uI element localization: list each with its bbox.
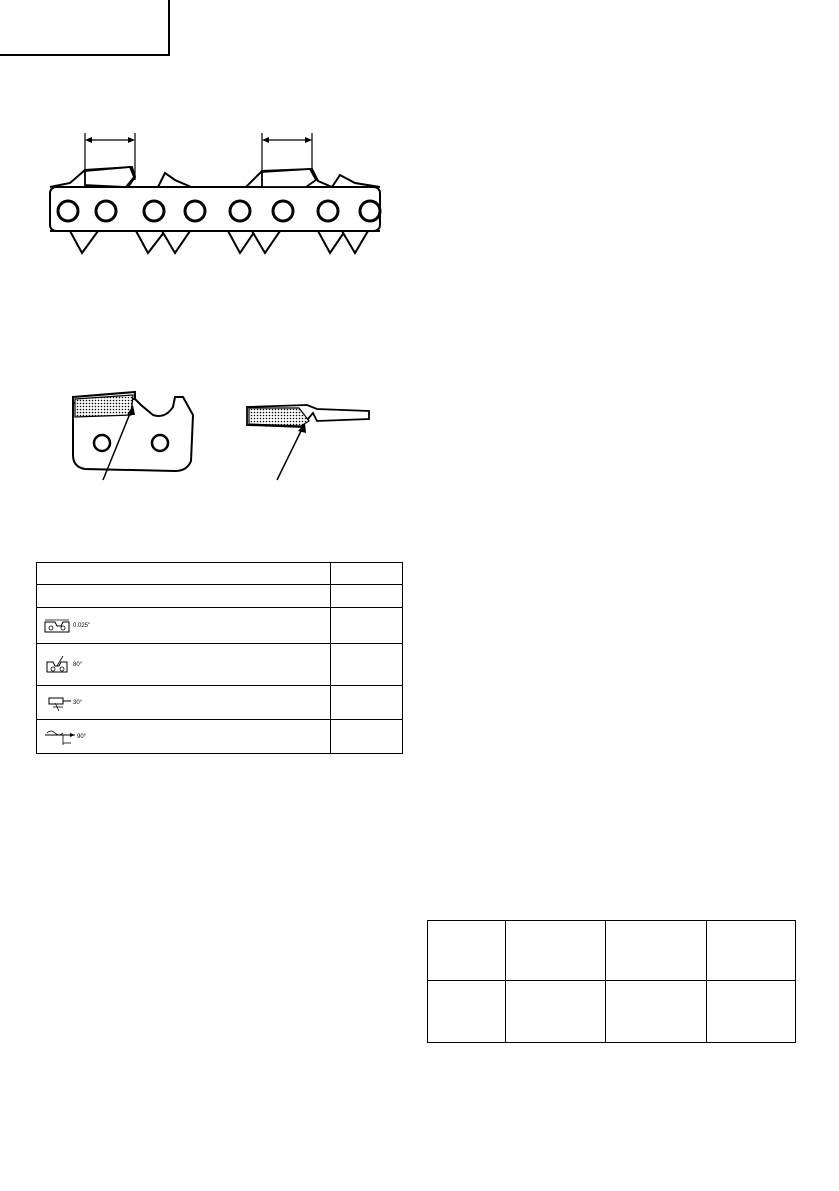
table-cell <box>331 720 403 754</box>
top-plate-angle-label: 80° <box>73 661 83 668</box>
top-plate-angle-icon <box>43 654 73 676</box>
table-cell <box>428 981 506 1043</box>
table-cell <box>37 563 331 585</box>
table-row <box>37 686 403 720</box>
file-size-table <box>427 920 796 1043</box>
filing-angle-label: 30° <box>73 699 83 706</box>
saw-chain-diagram <box>40 125 390 265</box>
angle-spec-table <box>36 562 403 754</box>
table-row <box>37 563 403 585</box>
depth-gauge-label: 0.025" <box>73 622 91 629</box>
table-header-cell <box>605 921 707 981</box>
table-cell <box>331 585 403 608</box>
table-cell <box>37 585 331 608</box>
corner-tab-box <box>0 0 170 56</box>
depth-gauge-icon <box>43 616 73 636</box>
table-cell <box>331 686 403 720</box>
cutter-tooth-diagram <box>55 375 395 490</box>
table-cell <box>331 644 403 686</box>
table-row <box>37 608 403 644</box>
table-row <box>37 585 403 608</box>
table-row <box>37 644 403 686</box>
table-row <box>428 921 796 981</box>
table-cell <box>331 608 403 644</box>
table-row <box>37 720 403 754</box>
table-row <box>428 981 796 1043</box>
table-cell <box>707 981 796 1043</box>
filing-angle-icon <box>43 693 73 713</box>
table-cell <box>605 981 707 1043</box>
table-header-cell <box>505 921 605 981</box>
file-holder-angle-icon <box>43 727 77 747</box>
table-header-cell <box>428 921 506 981</box>
table-header-cell <box>707 921 796 981</box>
file-holder-angle-label: 90° <box>77 733 87 740</box>
table-cell <box>505 981 605 1043</box>
table-cell <box>331 563 403 585</box>
